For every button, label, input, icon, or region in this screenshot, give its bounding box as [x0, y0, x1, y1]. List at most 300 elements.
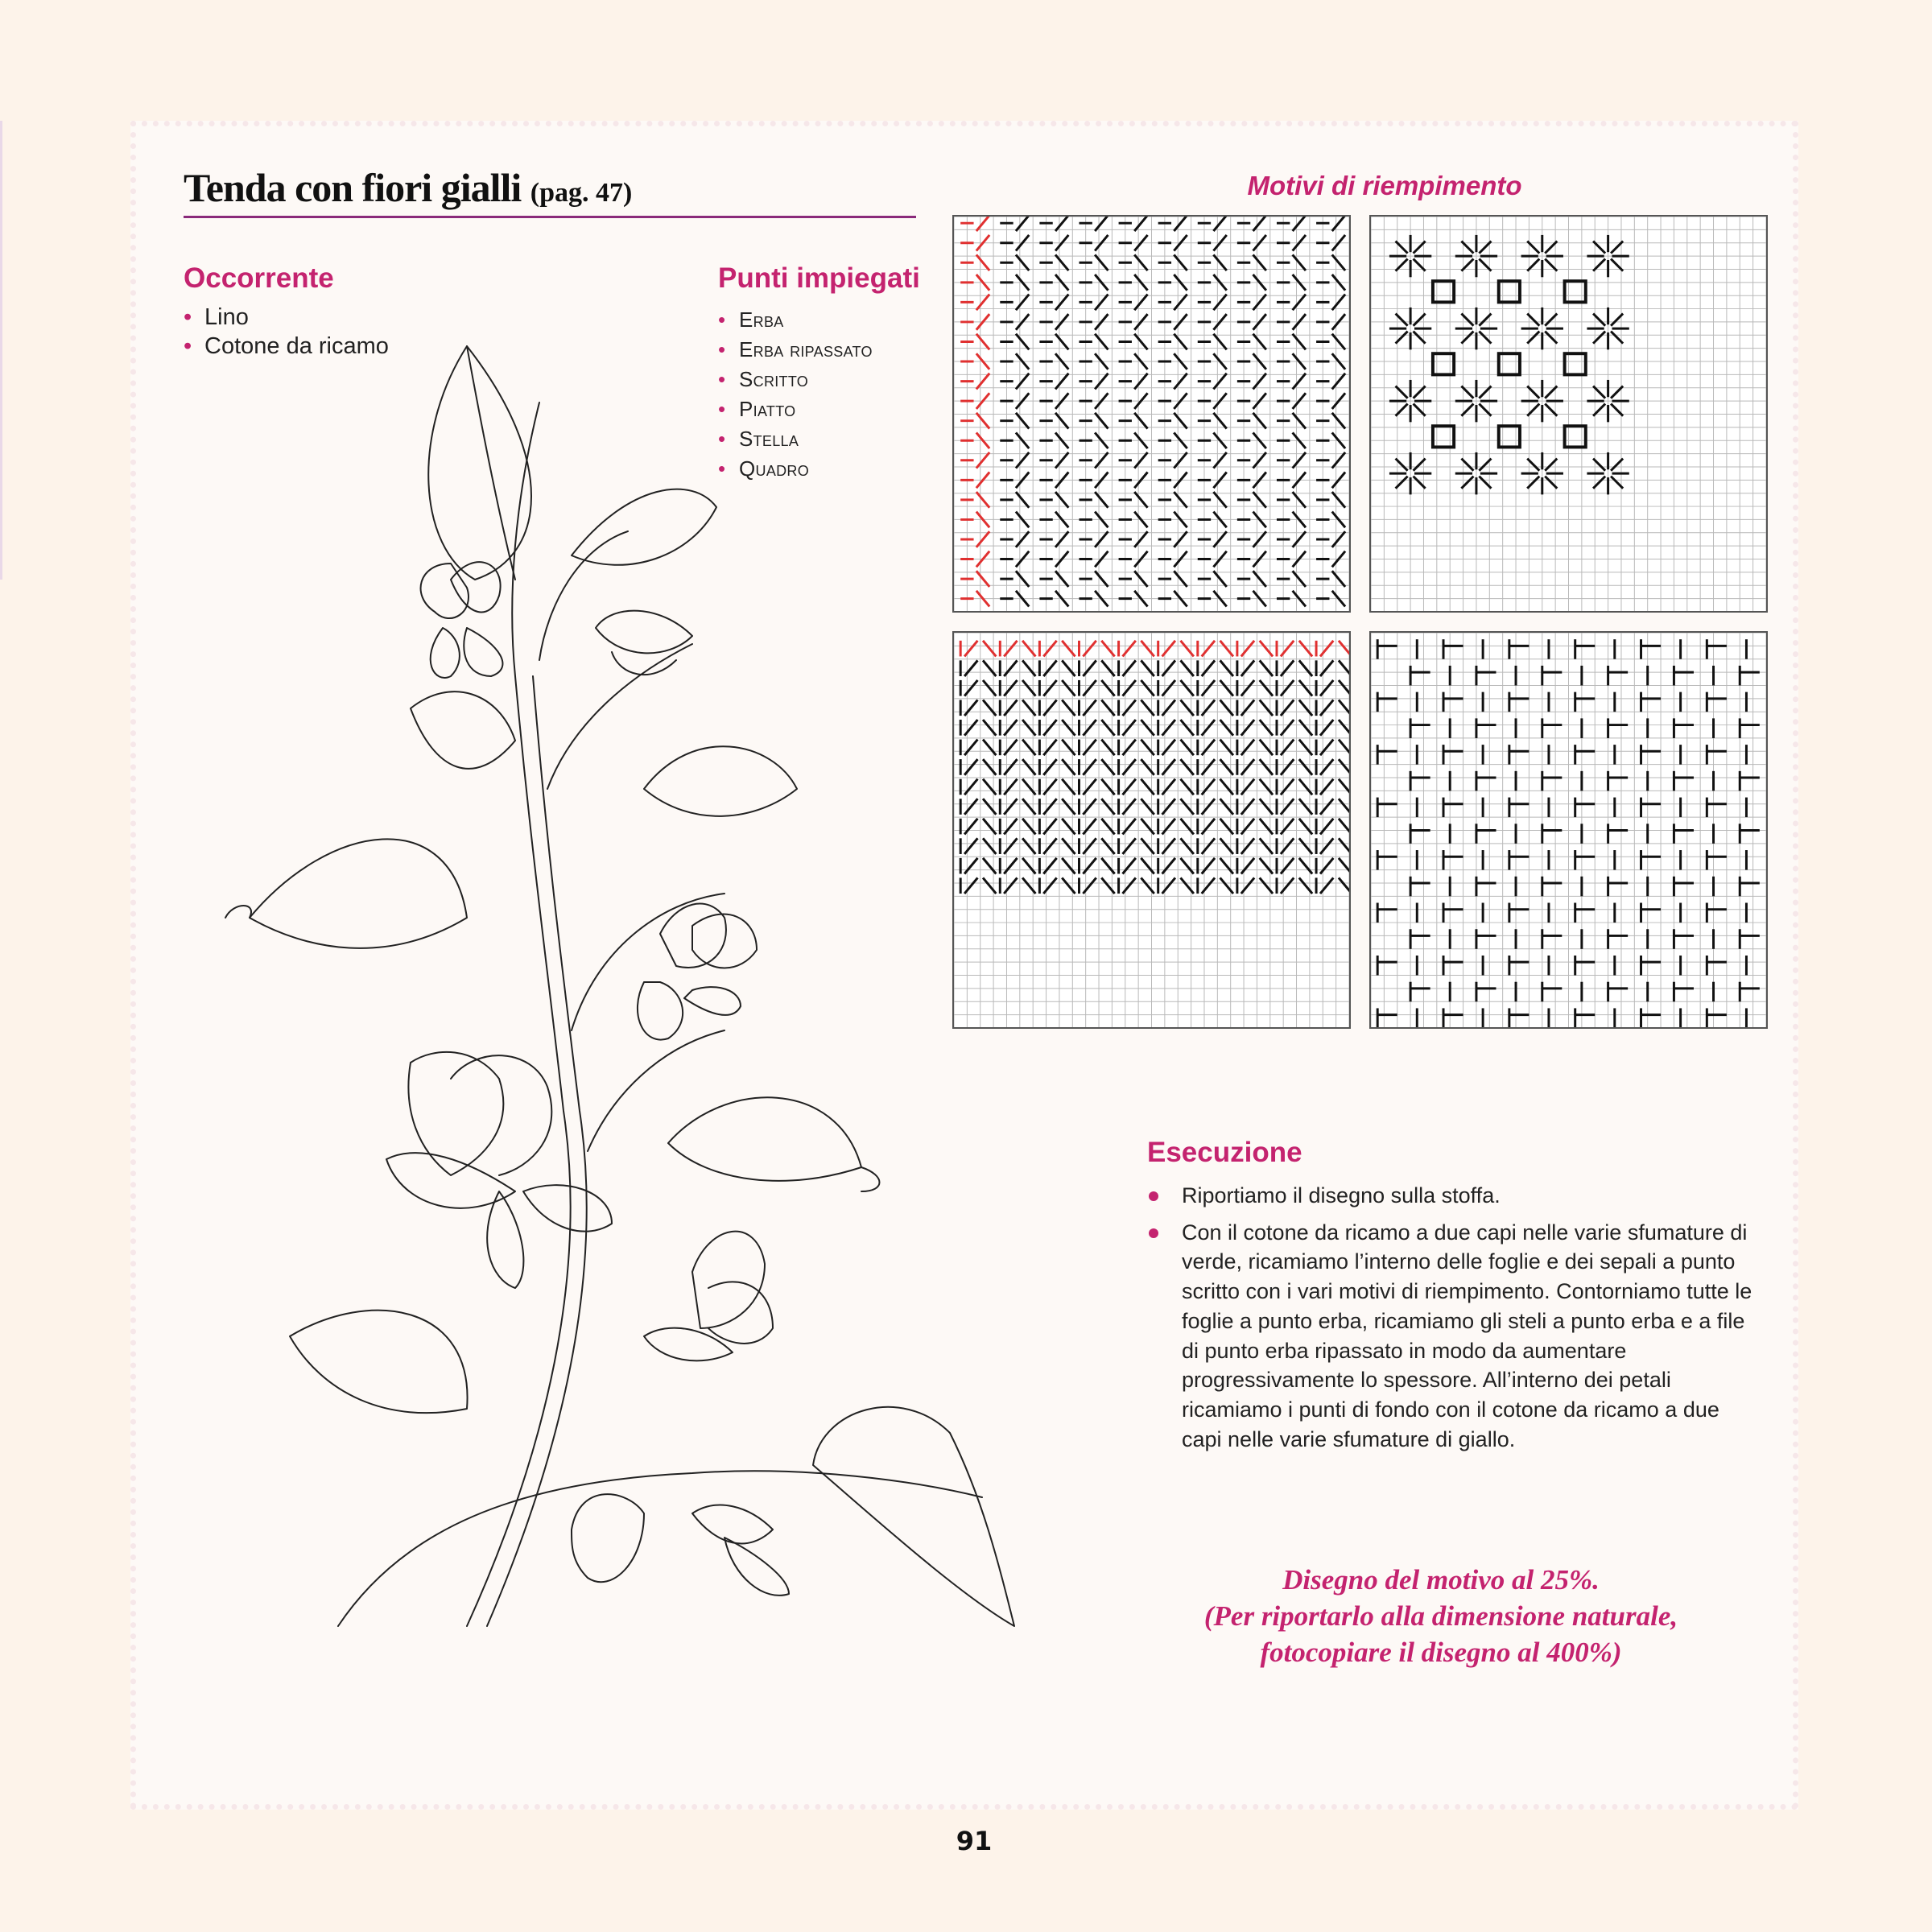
stitch-mark: [1253, 295, 1266, 311]
stitch-mark: [1202, 819, 1215, 835]
stitch-mark: [1293, 217, 1306, 231]
stitch-mark: [1134, 492, 1147, 508]
stitch-mark: [1281, 740, 1294, 756]
scale-note: [1143, 1562, 1739, 1670]
stitch-mark: [1332, 374, 1345, 390]
stitch-mark: [1253, 254, 1266, 270]
stitch-mark: [1332, 295, 1345, 311]
stitch-mark: [1299, 660, 1312, 676]
stem-lines: [338, 402, 982, 1626]
stitch-mark: [1299, 877, 1312, 894]
stitch-mark: [1320, 680, 1333, 696]
stitch-mark: [1299, 740, 1312, 756]
stitch-mark: [1320, 720, 1333, 736]
execution-step: Con il cotone da ricamo a due capi nelle varie sfumature di verde, ricamiamo l’interno delle foglie e dei sepali a punto scritto con i vari motivi di riempimento. Contorniamo tutte le foglie a punto erba, ricamiamo gli steli a punto erba e a file di punto erba ripassato in modo da aumentare progressivamente lo spessore. All’interno dei petali ricamiamo i punti di fondo con il cotone da ricamo a due capi nelle varie sfumature di giallo.: [1147, 1218, 1759, 1455]
stitch-mark: [1281, 877, 1294, 894]
fill-patterns-heading: Motivi di riempimento: [1247, 171, 1522, 200]
stitch-mark: [1202, 799, 1215, 815]
stitch-mark: [1332, 254, 1345, 270]
page-title: [184, 164, 632, 211]
stitch-mark: [1174, 334, 1187, 350]
stitch-mark: [1299, 700, 1312, 716]
stitch-mark: [1339, 858, 1349, 874]
stitch-mark: [1332, 334, 1345, 350]
stitch-mark: [1181, 759, 1194, 775]
stitch-mark: [1241, 759, 1254, 775]
stitch-mark: [1202, 720, 1215, 736]
stitch-mark: [1174, 217, 1187, 231]
stitch-mark: [1101, 779, 1114, 795]
materials-item: • Lino: [184, 303, 389, 332]
stitch-mark: [1055, 413, 1068, 429]
stitch-mark: [1174, 374, 1187, 390]
stitch-mark: [1162, 799, 1175, 815]
stitch-mark: [1122, 641, 1135, 657]
stitch-mark: [1083, 660, 1096, 676]
stitch-mark: [1260, 680, 1273, 696]
stitch-mark: [1062, 720, 1075, 736]
page-edge-mark: [0, 121, 2, 580]
stitch-mark: [1320, 799, 1333, 815]
stitch-mark: [1016, 295, 1029, 311]
stitch-mark: [1083, 740, 1096, 756]
square-stitch: [1565, 281, 1586, 302]
stitch-mark: [1293, 452, 1306, 469]
stitch-mark: [1260, 759, 1273, 775]
stitch-mark: [1241, 740, 1254, 756]
stitch-mark: [1220, 660, 1233, 676]
stitch-mark: [1062, 700, 1075, 716]
stitch-mark: [1095, 295, 1108, 311]
flower-shapes: [386, 562, 789, 1596]
stitch-mark: [1339, 660, 1349, 676]
stitch-mark: [1339, 740, 1349, 756]
square-stitch: [1433, 281, 1454, 302]
stitch-mark: [1293, 531, 1306, 547]
stitch-mark: [1253, 413, 1266, 429]
stitch-mark: [1299, 680, 1312, 696]
stitch-mark: [1293, 492, 1306, 508]
stitch-mark: [1122, 877, 1135, 894]
stitch-mark: [1220, 799, 1233, 815]
stitch-mark: [1162, 819, 1175, 835]
stitch-mark: [1162, 858, 1175, 874]
stitch-mark: [1083, 877, 1096, 894]
stitch-mark: [1134, 217, 1147, 231]
stitch-mark: [1062, 660, 1075, 676]
stitch-mark: [1062, 799, 1075, 815]
stitch-mark: [1293, 571, 1306, 587]
leaf-shapes: [225, 346, 1014, 1626]
stitch-mark: [1220, 641, 1233, 657]
stitch-mark: [1299, 819, 1312, 835]
stitch-mark: [1101, 700, 1114, 716]
stitch-mark: [1260, 660, 1273, 676]
stitch-mark: [1141, 759, 1154, 775]
stitches-item: • Erba ripassato: [718, 335, 873, 365]
stitch-mark: [1241, 858, 1254, 874]
stitch-mark: [1141, 641, 1154, 657]
execution-heading: Esecuzione: [1147, 1137, 1302, 1168]
stitch-mark: [1299, 641, 1312, 657]
stitch-mark: [1016, 217, 1029, 231]
stitch-mark: [1083, 858, 1096, 874]
stitch-mark: [1174, 452, 1187, 469]
stitch-mark: [1055, 334, 1068, 350]
stitch-mark: [1281, 858, 1294, 874]
stitch-mark: [1213, 374, 1226, 390]
stitch-mark: [1253, 374, 1266, 390]
stitch-mark: [1043, 700, 1056, 716]
stitch-mark: [1141, 858, 1154, 874]
stitch-mark: [1101, 858, 1114, 874]
stitch-mark: [1220, 858, 1233, 874]
stitch-mark: [1253, 571, 1266, 587]
stitch-mark: [1281, 838, 1294, 854]
scale-note-line: fotocopiare il disegno al 400%): [1260, 1637, 1622, 1668]
stitch-mark: [1241, 660, 1254, 676]
stitch-mark: [1181, 700, 1194, 716]
stitch-mark: [1101, 740, 1114, 756]
title-underline: [184, 216, 916, 218]
stitch-mark: [1339, 838, 1349, 854]
stitch-mark: [1241, 720, 1254, 736]
stitch-mark: [1134, 571, 1147, 587]
stitch-mark: [1122, 700, 1135, 716]
stitch-mark: [1043, 680, 1056, 696]
stitch-mark: [1202, 660, 1215, 676]
stitch-mark: [1293, 295, 1306, 311]
stitch-mark: [1202, 641, 1215, 657]
stitch-mark: [1220, 838, 1233, 854]
stitch-mark: [1320, 858, 1333, 874]
fill-pattern-brick: [1369, 631, 1768, 1029]
stitch-mark: [1122, 838, 1135, 854]
stitch-mark: [1141, 660, 1154, 676]
stitch-mark: [1281, 641, 1294, 657]
fill-pattern-star-square: [1369, 215, 1768, 613]
stitch-mark: [1260, 858, 1273, 874]
stitch-mark: [1241, 838, 1254, 854]
stitch-mark: [1202, 838, 1215, 854]
stitch-mark: [1281, 759, 1294, 775]
stitch-mark: [1134, 374, 1147, 390]
stitch-mark: [1220, 680, 1233, 696]
stitch-mark: [1043, 858, 1056, 874]
stitch-mark: [1213, 531, 1226, 547]
stitch-mark: [1181, 660, 1194, 676]
grid-lines: [1371, 217, 1766, 611]
stitch-mark: [1055, 295, 1068, 311]
stitch-mark: [1332, 571, 1345, 587]
stitch-mark: [1062, 838, 1075, 854]
stitch-mark: [976, 217, 989, 231]
stitch-mark: [1299, 799, 1312, 815]
stitch-mark: [1162, 838, 1175, 854]
stitches-item: • Piatto: [718, 394, 873, 424]
stitch-mark: [1055, 452, 1068, 469]
stitch-mark: [1122, 740, 1135, 756]
stitch-mark: [1095, 254, 1108, 270]
stitch-mark: [1220, 819, 1233, 835]
stitch-mark: [1299, 779, 1312, 795]
stitch-mark: [1260, 720, 1273, 736]
scale-note-line: Disegno del motivo al 25%.: [1282, 1564, 1600, 1596]
stitch-mark: [1220, 779, 1233, 795]
stitch-mark: [1320, 759, 1333, 775]
stitch-mark: [1095, 452, 1108, 469]
stitch-mark: [1220, 700, 1233, 716]
stitch-mark: [1095, 571, 1108, 587]
stitch-mark: [1122, 720, 1135, 736]
stitch-mark: [976, 295, 989, 311]
fill-pattern-star-square-svg: [1371, 217, 1766, 611]
stitch-mark: [1162, 720, 1175, 736]
stitch-mark: [1043, 838, 1056, 854]
stitch-mark: [1241, 680, 1254, 696]
stitch-mark: [1241, 799, 1254, 815]
stitch-mark: [1260, 877, 1273, 894]
stitch-mark: [1043, 877, 1056, 894]
stitch-mark: [1202, 740, 1215, 756]
stitch-mark: [1241, 641, 1254, 657]
stitch-mark: [1095, 531, 1108, 547]
stitch-mark: [1260, 779, 1273, 795]
stitch-mark: [1320, 877, 1333, 894]
stitch-mark: [1339, 720, 1349, 736]
stitch-mark: [1213, 334, 1226, 350]
stitch-mark: [1293, 413, 1306, 429]
stitch-mark: [1083, 720, 1096, 736]
stitch-mark: [1141, 700, 1154, 716]
stitch-mark: [1141, 799, 1154, 815]
scale-note-line: (Per riportarlo alla dimensione naturale,: [1203, 1600, 1678, 1632]
stitch-mark: [1095, 374, 1108, 390]
stitch-mark: [1083, 838, 1096, 854]
stitch-mark: [1281, 819, 1294, 835]
stitch-mark: [1213, 413, 1226, 429]
stitch-mark: [1055, 254, 1068, 270]
square-stitch: [1499, 353, 1520, 374]
execution-steps: [1147, 1181, 1759, 1461]
stitches-item: • Scritto: [718, 365, 873, 394]
page-number: 91: [956, 1826, 993, 1856]
stitch-mark: [1141, 740, 1154, 756]
stitch-mark: [1062, 680, 1075, 696]
square-stitch: [1433, 353, 1454, 374]
stitch-mark: [1181, 641, 1194, 657]
stitch-mark: [1332, 413, 1345, 429]
stitch-mark: [1281, 700, 1294, 716]
stitches-heading: Punti impiegati: [718, 262, 920, 294]
stitch-mark: [1122, 759, 1135, 775]
stitch-mark: [1134, 334, 1147, 350]
stitch-mark: [1293, 374, 1306, 390]
stitch-mark: [1281, 779, 1294, 795]
stitch-mark: [1043, 779, 1056, 795]
stitch-mark: [1181, 877, 1194, 894]
stitch-mark: [1016, 254, 1029, 270]
stitch-mark: [1202, 700, 1215, 716]
stitch-mark: [1202, 680, 1215, 696]
stitch-mark: [1083, 759, 1096, 775]
stitch-mark: [1332, 217, 1345, 231]
stitch-mark: [1043, 660, 1056, 676]
stitches-item: • Quadro: [718, 454, 873, 484]
stitch-mark: [1320, 819, 1333, 835]
stitch-mark: [1174, 413, 1187, 429]
stitch-mark: [1253, 452, 1266, 469]
stitch-mark: [1043, 759, 1056, 775]
stitch-mark: [1281, 680, 1294, 696]
square-stitch: [1565, 353, 1586, 374]
stitch-mark: [1253, 334, 1266, 350]
stitch-mark: [1162, 877, 1175, 894]
stitch-mark: [1083, 680, 1096, 696]
stitch-mark: [1213, 452, 1226, 469]
stitch-mark: [1181, 779, 1194, 795]
stitch-mark: [1062, 740, 1075, 756]
stitch-mark: [1134, 254, 1147, 270]
stitch-mark: [1299, 838, 1312, 854]
stitch-mark: [1339, 779, 1349, 795]
stitch-mark: [1339, 641, 1349, 657]
stitch-mark: [1055, 374, 1068, 390]
stitch-mark: [1141, 720, 1154, 736]
stitch-mark: [1141, 877, 1154, 894]
square-stitch: [1499, 426, 1520, 447]
stitch-mark: [1083, 799, 1096, 815]
stitch-mark: [1141, 680, 1154, 696]
stitch-mark: [1181, 740, 1194, 756]
stitch-mark: [1213, 295, 1226, 311]
stitch-mark: [1260, 799, 1273, 815]
stitch-mark: [1260, 838, 1273, 854]
stitch-mark: [1043, 720, 1056, 736]
stitch-mark: [1220, 759, 1233, 775]
stitch-mark: [1101, 799, 1114, 815]
stitch-mark: [1101, 720, 1114, 736]
stitch-mark: [1162, 680, 1175, 696]
stitch-mark: [1162, 641, 1175, 657]
stitch-mark: [1213, 492, 1226, 508]
stitch-mark: [1134, 531, 1147, 547]
stitch-mark: [1083, 779, 1096, 795]
stitch-mark: [1213, 217, 1226, 231]
stitch-mark: [1101, 759, 1114, 775]
stitch-mark: [1122, 680, 1135, 696]
stitch-mark: [1043, 819, 1056, 835]
stitch-mark: [1083, 700, 1096, 716]
stitch-mark: [976, 254, 989, 270]
stitch-mark: [1293, 254, 1306, 270]
stitch-mark: [1320, 779, 1333, 795]
stitch-mark: [1043, 740, 1056, 756]
stitch-mark: [1339, 799, 1349, 815]
stitch-mark: [1062, 641, 1075, 657]
stitch-mark: [1320, 838, 1333, 854]
stitch-mark: [1162, 779, 1175, 795]
stitch-mark: [1202, 779, 1215, 795]
stitch-mark: [1083, 819, 1096, 835]
stitch-mark: [1174, 571, 1187, 587]
fill-pattern-brick-svg: [1371, 633, 1766, 1027]
flower-motif-drawing: [209, 338, 1030, 1674]
square-stitch: [1565, 426, 1586, 447]
square-stitch: [1433, 426, 1454, 447]
stitch-mark: [1213, 571, 1226, 587]
stitch-mark: [1260, 740, 1273, 756]
stitch-mark: [1241, 877, 1254, 894]
stitch-mark: [1260, 641, 1273, 657]
stitch-mark: [1253, 217, 1266, 231]
stitch-mark: [1332, 452, 1345, 469]
stitch-mark: [1134, 452, 1147, 469]
materials-heading: Occorrente: [184, 262, 334, 294]
stitch-mark: [1260, 819, 1273, 835]
stitch-mark: [1293, 334, 1306, 350]
stitch-mark: [1141, 779, 1154, 795]
stitch-mark: [1101, 680, 1114, 696]
stitch-mark: [1220, 877, 1233, 894]
stitch-mark: [1101, 819, 1114, 835]
stitch-mark: [1181, 838, 1194, 854]
stitch-mark: [1299, 720, 1312, 736]
title-page-reference: (pag. 47): [530, 178, 633, 208]
stitches-item: • Stella: [718, 424, 873, 454]
stitch-mark: [1174, 295, 1187, 311]
stitch-mark: [1320, 740, 1333, 756]
square-stitch: [1499, 281, 1520, 302]
stitch-mark: [1202, 858, 1215, 874]
stitch-mark: [1101, 641, 1114, 657]
stitch-mark: [1055, 492, 1068, 508]
stitch-mark: [1122, 660, 1135, 676]
stitch-mark: [1101, 660, 1114, 676]
stitch-mark: [1253, 492, 1266, 508]
stitch-mark: [1241, 779, 1254, 795]
stitch-mark: [1083, 641, 1096, 657]
stitch-mark: [1241, 819, 1254, 835]
stitch-mark: [1220, 740, 1233, 756]
stitch-mark: [1339, 759, 1349, 775]
stitch-mark: [1095, 413, 1108, 429]
stitch-mark: [1202, 877, 1215, 894]
stitch-mark: [1134, 295, 1147, 311]
stitch-mark: [1122, 779, 1135, 795]
stitch-mark: [1095, 334, 1108, 350]
stitch-mark: [1062, 759, 1075, 775]
stitch-mark: [1122, 858, 1135, 874]
stitch-mark: [1320, 700, 1333, 716]
stitch-mark: [1299, 759, 1312, 775]
stitch-mark: [1213, 254, 1226, 270]
stitch-mark: [1055, 571, 1068, 587]
stitch-mark: [1174, 254, 1187, 270]
stitch-mark: [1181, 720, 1194, 736]
stitch-mark: [1253, 531, 1266, 547]
stitch-mark: [1141, 819, 1154, 835]
stitch-mark: [1320, 641, 1333, 657]
stitch-mark: [1062, 779, 1075, 795]
stitch-mark: [1339, 877, 1349, 894]
stitch-mark: [1095, 217, 1108, 231]
stitch-mark: [1095, 492, 1108, 508]
stitch-mark: [1043, 799, 1056, 815]
stitch-mark: [1339, 819, 1349, 835]
stitch-mark: [1043, 641, 1056, 657]
stitch-mark: [1181, 680, 1194, 696]
